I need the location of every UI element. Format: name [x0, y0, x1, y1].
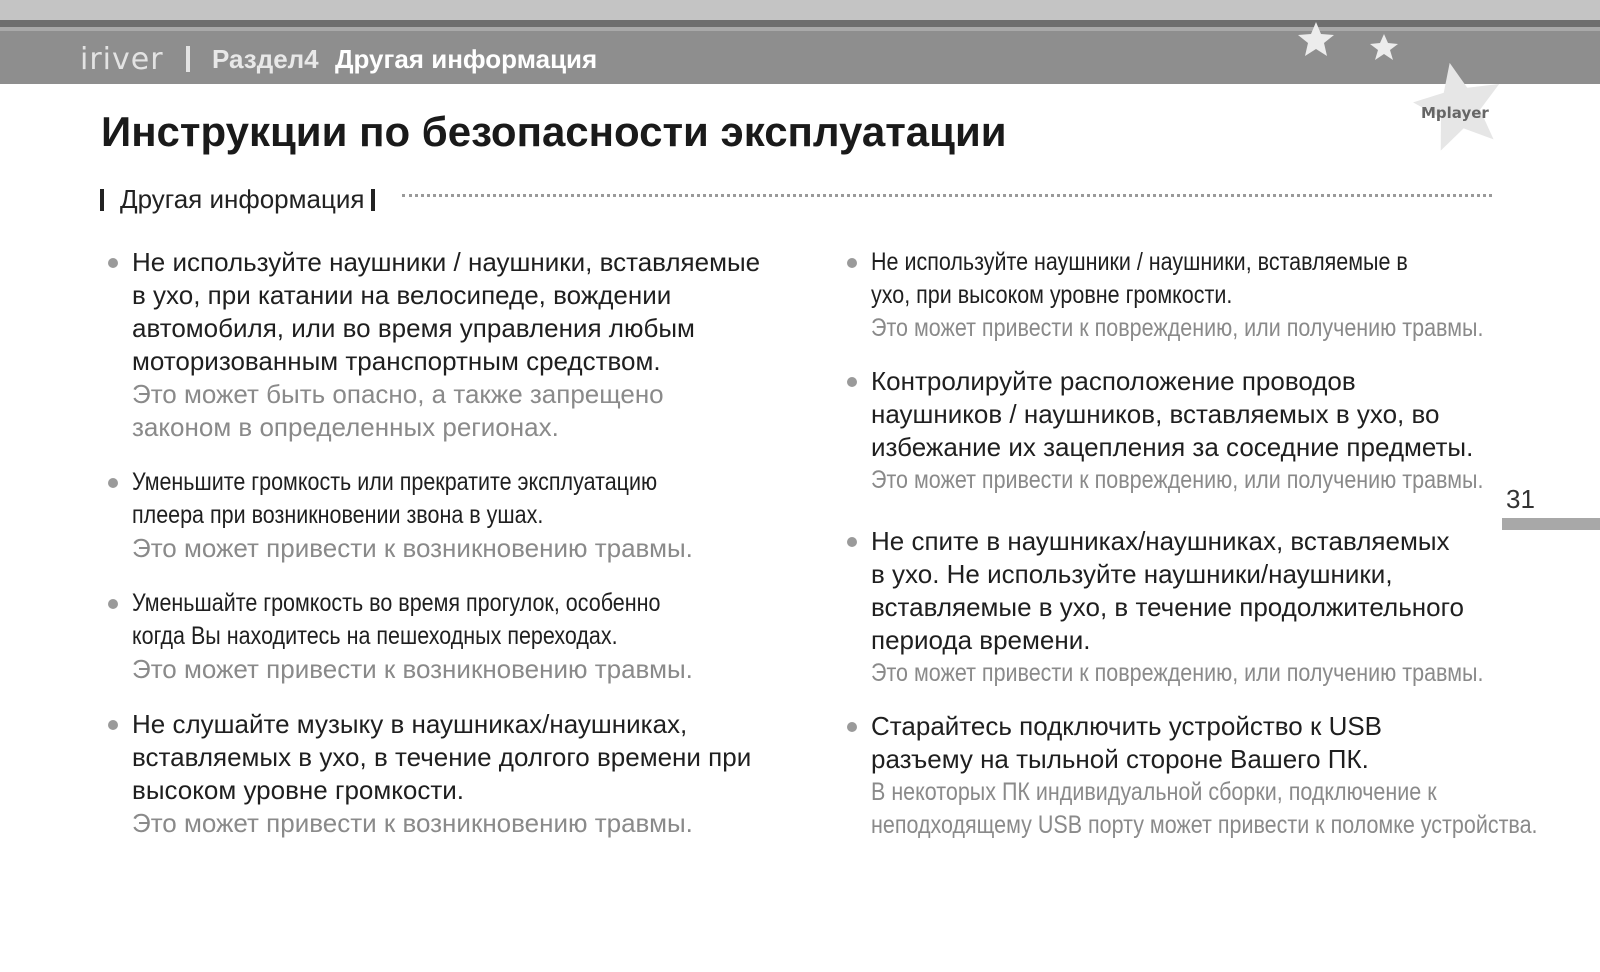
brand-logo: iriver	[80, 42, 164, 77]
item-line: Не спите в наушниках/наушниках, вставляемых	[871, 526, 1450, 556]
item-line: ухо, при высоком уровне громкости.	[871, 281, 1233, 309]
dotted-rule	[402, 194, 1492, 197]
item-note	[871, 776, 1538, 842]
note-line: Это может привести к возникновению травмы.	[132, 533, 693, 563]
note-line: Это может привести к возникновению травмы.	[132, 808, 693, 838]
item-line: когда Вы находитесь на пешеходных переходах.	[132, 622, 618, 650]
item-line: избежание их зацепления за соседние предметы.	[871, 432, 1474, 462]
item-note	[871, 312, 1515, 345]
bullet-icon	[108, 478, 118, 488]
note-line: неподходящему USB порту может привести к поломке устройства.	[871, 811, 1538, 839]
item-line: Контролируйте расположение проводов	[871, 366, 1356, 396]
note-line: Это может привести к повреждению, или получению травмы.	[871, 466, 1484, 494]
note-line: В некоторых ПК индивидуальной сборки, подключение к	[871, 778, 1437, 806]
item-note	[132, 532, 806, 565]
bullet-icon	[847, 377, 857, 387]
bullet-icon	[847, 258, 857, 268]
item-line: высоком уровне громкости.	[132, 775, 465, 805]
item-note	[871, 657, 1515, 690]
item-line: Старайтесь подключить устройство к USB	[871, 711, 1383, 741]
tiny-star-icon	[1370, 34, 1398, 60]
safety-item	[845, 246, 1515, 345]
item-text	[132, 466, 806, 532]
safety-item	[106, 587, 806, 686]
item-line: моторизованным транспортным средством.	[132, 346, 661, 376]
safety-item	[845, 525, 1515, 690]
note-line: законом в определенных регионах.	[132, 412, 559, 442]
bullet-icon	[847, 537, 857, 547]
page-tab-bar	[1502, 518, 1600, 530]
product-logo: Mplayer	[1421, 104, 1489, 122]
safety-item	[845, 710, 1538, 842]
item-text	[132, 587, 806, 653]
bullet-icon	[108, 258, 118, 268]
item-note	[132, 653, 806, 686]
page-title: Инструкции по безопасности эксплуатации	[101, 108, 1007, 155]
note-line: Это может привести к повреждению, или получению травмы.	[871, 314, 1484, 342]
safety-item	[106, 246, 806, 444]
safety-item	[106, 708, 806, 840]
bullet-icon	[108, 599, 118, 609]
item-text	[132, 708, 806, 807]
item-line: в ухо. Не используйте наушники/наушники,	[871, 559, 1393, 589]
bullet-icon	[108, 720, 118, 730]
item-line: плеера при возникновении звона в ушах.	[132, 501, 544, 529]
subheading-bar-left	[100, 189, 104, 211]
section-title: Другая информация	[335, 44, 598, 74]
safety-item	[845, 365, 1515, 497]
item-line: разъему на тыльной стороне Вашего ПК.	[871, 744, 1369, 774]
item-text	[871, 525, 1515, 657]
left-column	[106, 246, 806, 862]
page-number: 31	[1506, 484, 1535, 514]
item-text	[132, 246, 806, 378]
safety-item	[106, 466, 806, 565]
item-text	[871, 710, 1515, 776]
item-note	[132, 807, 806, 840]
item-line: Не слушайте музыку в наушниках/наушниках,	[132, 709, 688, 739]
item-note	[132, 378, 806, 444]
decorative-stars	[1280, 10, 1540, 160]
item-line: вставляемые в ухо, в течение продолжительного	[871, 592, 1464, 622]
section-number: Раздел4	[212, 44, 319, 74]
item-line: Не используйте наушники / наушники, вставляемые в	[871, 248, 1408, 276]
item-line: автомобиля, или во время управления любым	[132, 313, 695, 343]
subheading	[100, 184, 375, 215]
item-line: Уменьшите громкость или прекратите эксплуатацию	[132, 468, 658, 496]
subheading-bar-right	[371, 189, 375, 211]
item-text	[871, 365, 1515, 464]
note-line: Это может быть опасно, а также запрещено	[132, 379, 664, 409]
subheading-text: Другая информация	[120, 184, 365, 214]
item-line: вставляемых в ухо, в течение долгого времени при	[132, 742, 752, 772]
item-line: Уменьшайте громкость во время прогулок, особенно	[132, 589, 661, 617]
bullet-icon	[847, 722, 857, 732]
small-star-icon	[1298, 22, 1334, 56]
item-line: наушников / наушников, вставляемых в ухо, во	[871, 399, 1440, 429]
item-line: в ухо, при катании на велосипеде, вождении	[132, 280, 672, 310]
item-note	[871, 464, 1515, 497]
note-line: Это может привести к возникновению травмы.	[132, 654, 693, 684]
note-line: Это может привести к повреждению, или получению травмы.	[871, 659, 1484, 687]
item-line: Не используйте наушники / наушники, вставляемые	[132, 247, 761, 277]
item-text	[871, 246, 1515, 312]
item-line: периода времени.	[871, 625, 1091, 655]
header-divider	[186, 46, 190, 72]
